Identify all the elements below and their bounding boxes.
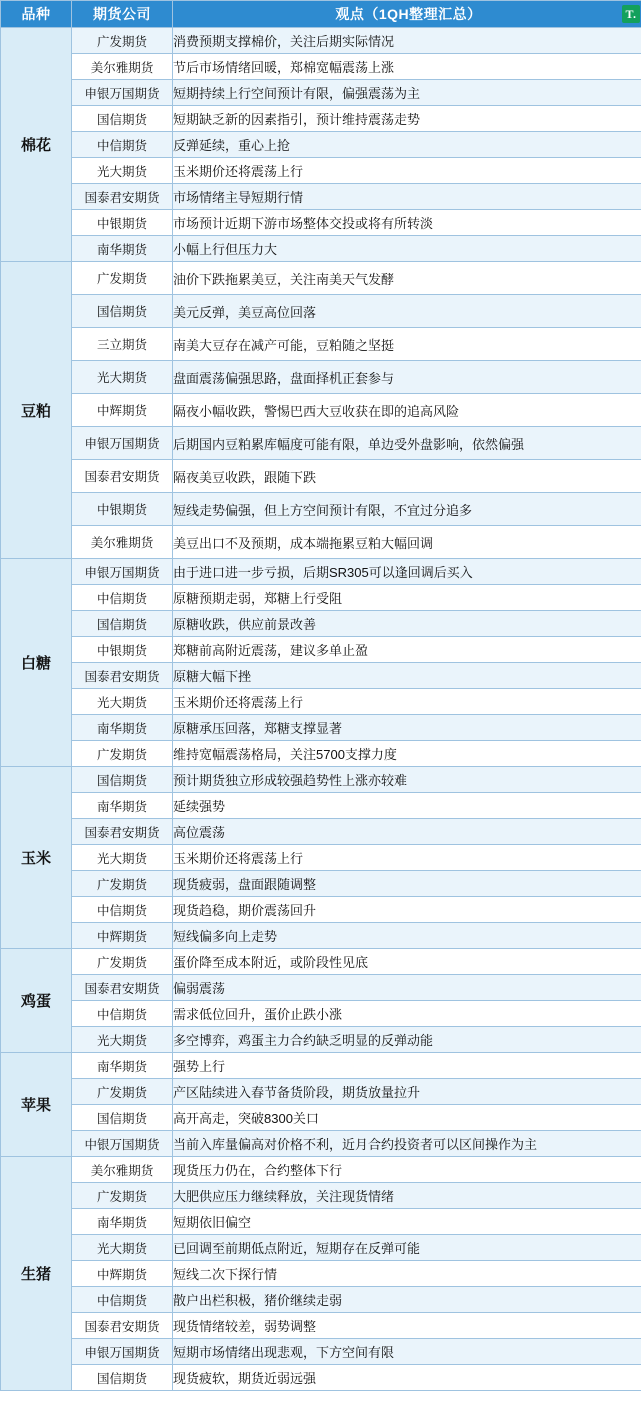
view-cell: 隔夜小幅收跌，警惕巴西大豆收获在即的追高风险 <box>173 394 641 427</box>
firm-cell: 光大期货 <box>72 845 173 871</box>
view-cell: 散户出栏积极，猪价继续走弱 <box>173 1287 641 1313</box>
table-row <box>1 1053 641 1079</box>
table-row <box>1 106 641 132</box>
firm-cell: 中信期货 <box>72 1001 173 1027</box>
view-cell: 原糖预期走弱，郑糖上行受阻 <box>173 585 641 611</box>
firm-cell: 申银万国期货 <box>72 559 173 585</box>
firm-cell: 广发期货 <box>72 28 173 54</box>
view-cell: 短线二次下探行情 <box>173 1261 641 1287</box>
firm-cell: 南华期货 <box>72 236 173 262</box>
firm-cell: 南华期货 <box>72 1053 173 1079</box>
table-row <box>1 1105 641 1131</box>
view-cell: 原糖收跌，供应前景改善 <box>173 611 641 637</box>
table-row <box>1 1209 641 1235</box>
category-cell: 生猪 <box>1 1157 72 1391</box>
table-row <box>1 793 641 819</box>
header-row <box>1 1 641 28</box>
view-cell: 反弹延续，重心上抢 <box>173 132 641 158</box>
view-cell: 短期依旧偏空 <box>173 1209 641 1235</box>
firm-cell: 中信期货 <box>72 585 173 611</box>
table-row <box>1 637 641 663</box>
firm-cell: 光大期货 <box>72 1235 173 1261</box>
view-cell: 现货压力仍在，合约整体下行 <box>173 1157 641 1183</box>
view-cell: 维持宽幅震荡格局，关注5700支撑力度 <box>173 741 641 767</box>
table-row <box>1 975 641 1001</box>
firm-cell: 国泰君安期货 <box>72 1313 173 1339</box>
view-cell: 由于进口进一步亏损，后期SR305可以逢回调后买入 <box>173 559 641 585</box>
table-row <box>1 1339 641 1365</box>
table-row <box>1 1365 641 1391</box>
table-row <box>1 210 641 236</box>
view-cell: 市场情绪主导短期行情 <box>173 184 641 210</box>
table-row <box>1 236 641 262</box>
firm-cell: 国信期货 <box>72 767 173 793</box>
view-cell: 短线偏多向上走势 <box>173 923 641 949</box>
firm-cell: 南华期货 <box>72 715 173 741</box>
firm-cell: 中银万国期货 <box>72 1131 173 1157</box>
view-cell: 延续强势 <box>173 793 641 819</box>
category-cell: 苹果 <box>1 1053 72 1157</box>
table-row <box>1 295 641 328</box>
firm-cell: 中信期货 <box>72 1287 173 1313</box>
table-row <box>1 559 641 585</box>
firm-cell: 申银万国期货 <box>72 427 173 460</box>
table-row <box>1 1261 641 1287</box>
table-row <box>1 132 641 158</box>
view-cell: 强势上行 <box>173 1053 641 1079</box>
table-row <box>1 1131 641 1157</box>
firm-cell: 中信期货 <box>72 132 173 158</box>
table-row <box>1 394 641 427</box>
firm-cell: 中辉期货 <box>72 923 173 949</box>
firm-cell: 国信期货 <box>72 295 173 328</box>
table-row <box>1 767 641 793</box>
table-header <box>1 1 641 28</box>
firm-cell: 南华期货 <box>72 1209 173 1235</box>
firm-cell: 中辉期货 <box>72 394 173 427</box>
column-header-view <box>173 1 641 28</box>
view-cell: 美豆出口不及预期，成本端拖累豆粕大幅回调 <box>173 526 641 559</box>
firm-cell: 广发期货 <box>72 262 173 295</box>
firm-cell: 广发期货 <box>72 741 173 767</box>
brand-logo-icon: T. <box>622 5 640 23</box>
firm-cell: 国泰君安期货 <box>72 460 173 493</box>
firm-cell: 光大期货 <box>72 361 173 394</box>
firm-cell: 国信期货 <box>72 1105 173 1131</box>
firm-cell: 广发期货 <box>72 1079 173 1105</box>
table-row <box>1 526 641 559</box>
view-cell: 多空博弈，鸡蛋主力合约缺乏明显的反弹动能 <box>173 1027 641 1053</box>
view-cell: 预计期货独立形成较强趋势性上涨亦较难 <box>173 767 641 793</box>
table-row <box>1 1001 641 1027</box>
firm-cell: 广发期货 <box>72 949 173 975</box>
table-row <box>1 184 641 210</box>
firm-cell: 美尔雅期货 <box>72 526 173 559</box>
table-row <box>1 1313 641 1339</box>
table-row <box>1 361 641 394</box>
view-cell: 短期缺乏新的因素指引，预计维持震荡走势 <box>173 106 641 132</box>
view-cell: 现货疲弱，盘面跟随调整 <box>173 871 641 897</box>
category-cell: 鸡蛋 <box>1 949 72 1053</box>
column-header-category: 品种 <box>1 1 72 28</box>
view-cell: 短期市场情绪出现悲观，下方空间有限 <box>173 1339 641 1365</box>
view-cell: 郑糖前高附近震荡，建议多单止盈 <box>173 637 641 663</box>
table-row <box>1 741 641 767</box>
table-body <box>1 28 641 1391</box>
view-cell: 已回调至前期低点附近，短期存在反弹可能 <box>173 1235 641 1261</box>
table-row <box>1 1183 641 1209</box>
view-cell: 油价下跌拖累美豆，关注南美天气发酵 <box>173 262 641 295</box>
view-cell: 盘面震荡偏强思路，盘面择机正套参与 <box>173 361 641 394</box>
firm-cell: 美尔雅期货 <box>72 54 173 80</box>
table-row <box>1 1079 641 1105</box>
column-header-firm: 期货公司 <box>72 1 173 28</box>
firm-cell: 中银期货 <box>72 210 173 236</box>
table-row <box>1 949 641 975</box>
view-cell: 原糖大幅下挫 <box>173 663 641 689</box>
view-cell: 后期国内豆粕累库幅度可能有限，单边受外盘影响，依然偏强 <box>173 427 641 460</box>
view-cell: 小幅上行但压力大 <box>173 236 641 262</box>
table-row <box>1 663 641 689</box>
firm-cell: 国信期货 <box>72 106 173 132</box>
view-cell: 原糖承压回落，郑糖支撑显著 <box>173 715 641 741</box>
view-cell: 大肥供应压力继续释放，关注现货情绪 <box>173 1183 641 1209</box>
firm-cell: 美尔雅期货 <box>72 1157 173 1183</box>
table-row <box>1 1287 641 1313</box>
firm-cell: 中信期货 <box>72 897 173 923</box>
firm-cell: 光大期货 <box>72 158 173 184</box>
view-cell: 短线走势偏强，但上方空间预计有限，不宜过分追多 <box>173 493 641 526</box>
firm-cell: 广发期货 <box>72 871 173 897</box>
column-header-view-label: 观点（1QH整理汇总） <box>335 6 482 22</box>
table-row <box>1 54 641 80</box>
table-row <box>1 328 641 361</box>
table-row <box>1 689 641 715</box>
view-cell: 偏弱震荡 <box>173 975 641 1001</box>
firm-cell: 广发期货 <box>72 1183 173 1209</box>
firm-cell: 三立期货 <box>72 328 173 361</box>
view-cell: 短期持续上行空间预计有限，偏强震荡为主 <box>173 80 641 106</box>
table-row <box>1 427 641 460</box>
view-cell: 隔夜美豆收跌，跟随下跌 <box>173 460 641 493</box>
firm-cell: 中辉期货 <box>72 1261 173 1287</box>
view-cell: 高开高走，突破8300关口 <box>173 1105 641 1131</box>
category-cell: 玉米 <box>1 767 72 949</box>
view-cell: 玉米期价还将震荡上行 <box>173 689 641 715</box>
table-row <box>1 585 641 611</box>
firm-cell: 南华期货 <box>72 793 173 819</box>
table-row <box>1 493 641 526</box>
firm-cell: 中银期货 <box>72 637 173 663</box>
table-row <box>1 262 641 295</box>
firm-cell: 申银万国期货 <box>72 80 173 106</box>
view-cell: 现货情绪较差，弱势调整 <box>173 1313 641 1339</box>
firm-cell: 申银万国期货 <box>72 1339 173 1365</box>
firm-cell: 国泰君安期货 <box>72 663 173 689</box>
view-cell: 当前入库量偏高对价格不利，近月合约投资者可以区间操作为主 <box>173 1131 641 1157</box>
table-row <box>1 1027 641 1053</box>
table-row <box>1 715 641 741</box>
table-row <box>1 80 641 106</box>
view-cell: 美元反弹，美豆高位回落 <box>173 295 641 328</box>
view-cell: 高位震荡 <box>173 819 641 845</box>
view-cell: 消费预期支撑棉价，关注后期实际情况 <box>173 28 641 54</box>
table-row <box>1 158 641 184</box>
firm-cell: 光大期货 <box>72 689 173 715</box>
firm-cell: 国信期货 <box>72 1365 173 1391</box>
table-row <box>1 871 641 897</box>
view-cell: 现货疲软，期货近弱远强 <box>173 1365 641 1391</box>
table-row <box>1 611 641 637</box>
view-cell: 玉米期价还将震荡上行 <box>173 845 641 871</box>
view-cell: 市场预计近期下游市场整体交投或将有所转淡 <box>173 210 641 236</box>
firm-cell: 中银期货 <box>72 493 173 526</box>
table-row <box>1 819 641 845</box>
firm-cell: 国泰君安期货 <box>72 975 173 1001</box>
table-row <box>1 1235 641 1261</box>
view-cell: 南美大豆存在减产可能，豆粕随之坚挺 <box>173 328 641 361</box>
view-cell: 节后市场情绪回暖，郑棉宽幅震荡上涨 <box>173 54 641 80</box>
view-cell: 需求低位回升，蛋价止跌小涨 <box>173 1001 641 1027</box>
firm-cell: 光大期货 <box>72 1027 173 1053</box>
firm-cell: 国泰君安期货 <box>72 819 173 845</box>
table-row <box>1 1157 641 1183</box>
firm-cell: 国泰君安期货 <box>72 184 173 210</box>
category-cell: 白糖 <box>1 559 72 767</box>
table-row <box>1 845 641 871</box>
category-cell: 豆粕 <box>1 262 72 559</box>
firm-cell: 国信期货 <box>72 611 173 637</box>
view-cell: 现货趋稳，期价震荡回升 <box>173 897 641 923</box>
table-row <box>1 28 641 54</box>
view-cell: 产区陆续进入春节备货阶段，期货放量拉升 <box>173 1079 641 1105</box>
view-cell: 蛋价降至成本附近，或阶段性见底 <box>173 949 641 975</box>
category-cell: 棉花 <box>1 28 72 262</box>
table-row <box>1 460 641 493</box>
table-row <box>1 897 641 923</box>
view-cell: 玉米期价还将震荡上行 <box>173 158 641 184</box>
table-row <box>1 923 641 949</box>
